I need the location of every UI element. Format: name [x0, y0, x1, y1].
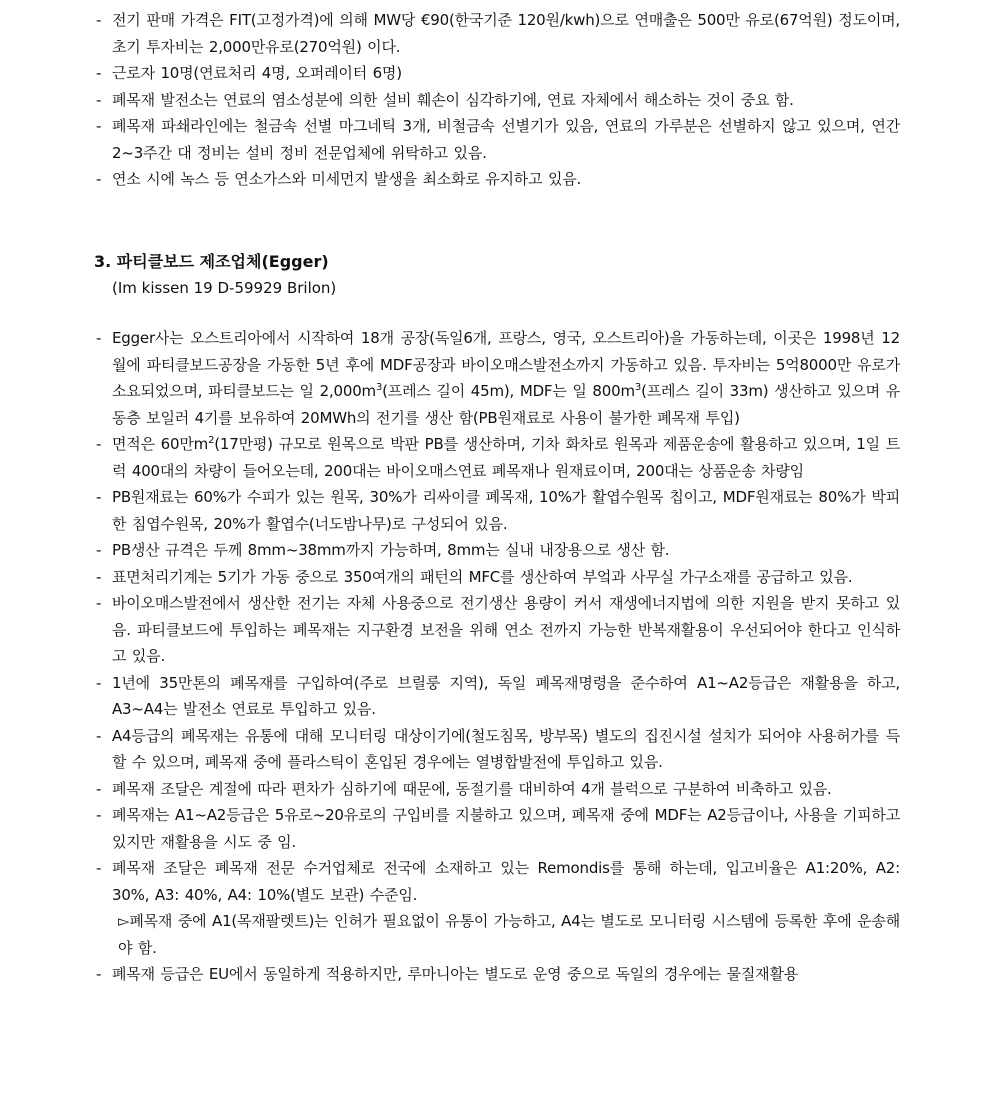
list-item: - 바이오매스발전에서 생산한 전기는 자체 사용중으로 전기생산 용량이 커서 재생에너지법에 의한 지원을 받지 못하고 있음. 파티클보드에 투입하는 폐목재는 지구환경 보전을 위해 연소 전까지 가능한 반복재활용이 우선되어야 한다고 인식하고 있음. [94, 590, 900, 670]
list-item [94, 855, 900, 961]
superscript: 3 [375, 382, 383, 393]
list-item: - 폐목재 발전소는 연료의 염소성분에 의한 설비 훼손이 심각하기에, 연료 자체에서 해소하는 것이 중요 함. [94, 87, 900, 114]
superscript: 3 [634, 382, 642, 393]
note-text: ▻폐목재 중에 A1(목재팔렛트)는 인허가 필요없이 유통이 가능하고, A4는 별도로 모니터링 시스템에 등록한 후에 운송해야 함. [118, 912, 900, 957]
list-item [94, 431, 900, 484]
item-text: (17만평) 규모로 원목으로 박판 PB를 생산하며, 기차 화차로 원목과 제품운송에 활용하고 있으며, 1일 트럭 400대의 차량이 들어오는데, 200대는 바이오매스연료 폐목재나 원재료이며, 200대는 상품운송 차량임 [112, 435, 900, 480]
list-item: - 전기 판매 가격은 FIT(고정가격)에 의해 MW당 €90(한국기준 120원/kwh)으로 연매출은 500만 유로(67억원) 정도이며, 초기 투자비는 2,000만유로(270억원) 이다. [94, 7, 900, 60]
list-item: - PB원재료는 60%가 수피가 있는 원목, 30%가 리싸이클 폐목재, 10%가 활엽수원목 칩이고, MDF원재료는 80%가 박피한 침엽수원목, 20%가 활엽수(너도밤나무)로 구성되어 있음. [94, 484, 900, 537]
company-address: (Im kissen 19 D-59929 Brilon) [112, 279, 337, 297]
list-item: - A4등급의 폐목재는 유통에 대해 모니터링 대상이기에(철도침목, 방부목) 별도의 집진시설 설치가 되어야 사용허가를 득할 수 있으며, 폐목재 중에 플라스틱이 혼입된 경우에는 열병합발전에 투입하고 있음. [94, 723, 900, 776]
list-item: - 표면처리기계는 5기가 가동 중으로 350여개의 패턴의 MFC를 생산하여 부엌과 사무실 가구소재를 공급하고 있음. [94, 564, 900, 591]
egger-facts-list [94, 325, 900, 988]
list-item: - PB생산 규격은 두께 8mm~38mm까지 가능하며, 8mm는 실내 내장용으로 생산 함. [94, 537, 900, 564]
item-text: (프레스 길이 45m), MDF는 일 800m [382, 382, 635, 400]
list-item: - 폐목재 조달은 계절에 따라 편차가 심하기에 때문에, 동절기를 대비하여 4개 블럭으로 구분하여 비축하고 있음. [94, 776, 900, 803]
item-text: Egger사는 오스트리아에서 시작하여 18개 공장(독일6개, 프랑스, 영국, 오스트리아)을 가동하는데, 이곳은 1998년 12월에 파티클보드공장을 가동한 5년 후에 MDF공장과 바이오매스발전소까지 가동하고 있음. 투자비는 5억8000만 유로가 소요되었으며, 파티클보드는 일 2,000m [112, 329, 900, 400]
plant-facts-list [94, 7, 900, 193]
list-item: - 연소 시에 녹스 등 연소가스와 미세먼지 발생을 최소화로 유지하고 있음. [94, 166, 900, 193]
item-text: 면적은 60만m [112, 435, 209, 453]
item-text: 폐목재 조달은 폐목재 전문 수거업체로 전국에 소재하고 있는 Remondis를 통해 하는데, 입고비율은 A1:20%, A2: 30%, A3: 40%, A4: 10%(별도 보관) 수준임. [112, 859, 900, 904]
list-item: - 1년에 35만톤의 폐목재를 구입하여(주로 브릴룽 지역), 독일 폐목재명령을 준수하여 A1~A2등급은 재활용을 하고, A3~A4는 발전소 연료로 투입하고 있음. [94, 670, 900, 723]
list-item: - 폐목재 등급은 EU에서 동일하게 적용하지만, 루마니아는 별도로 운영 중으로 독일의 경우에는 물질재활용 [94, 961, 900, 988]
list-item: - 근로자 10명(연료처리 4명, 오퍼레이터 6명) [94, 60, 900, 87]
list-item [94, 325, 900, 431]
superscript: 2 [208, 435, 215, 446]
list-item: - 폐목재는 A1~A2등급은 5유로~20유로의 구입비를 지불하고 있으며, 폐목재 중에 MDF는 A2등급이나, 사용을 기피하고 있지만 재활용을 시도 중 임. [94, 802, 900, 855]
section-heading: 3. 파티클보드 제조업체(Egger) [94, 252, 329, 271]
item-text: (프레스 길이 33m) 생산하고 있으며 유동층 보일러 4기를 보유하여 20MWh의 전기를 생산 함(PB원재료로 사용이 불가한 폐목재 투입) [112, 382, 901, 427]
list-item: - 폐목재 파쇄라인에는 철금속 선별 마그네틱 3개, 비철금속 선별기가 있음, 연료의 가루분은 선별하지 않고 있으며, 연간 2~3주간 대 정비는 설비 정비 전문업체에 위탁하고 있음. [94, 113, 900, 166]
